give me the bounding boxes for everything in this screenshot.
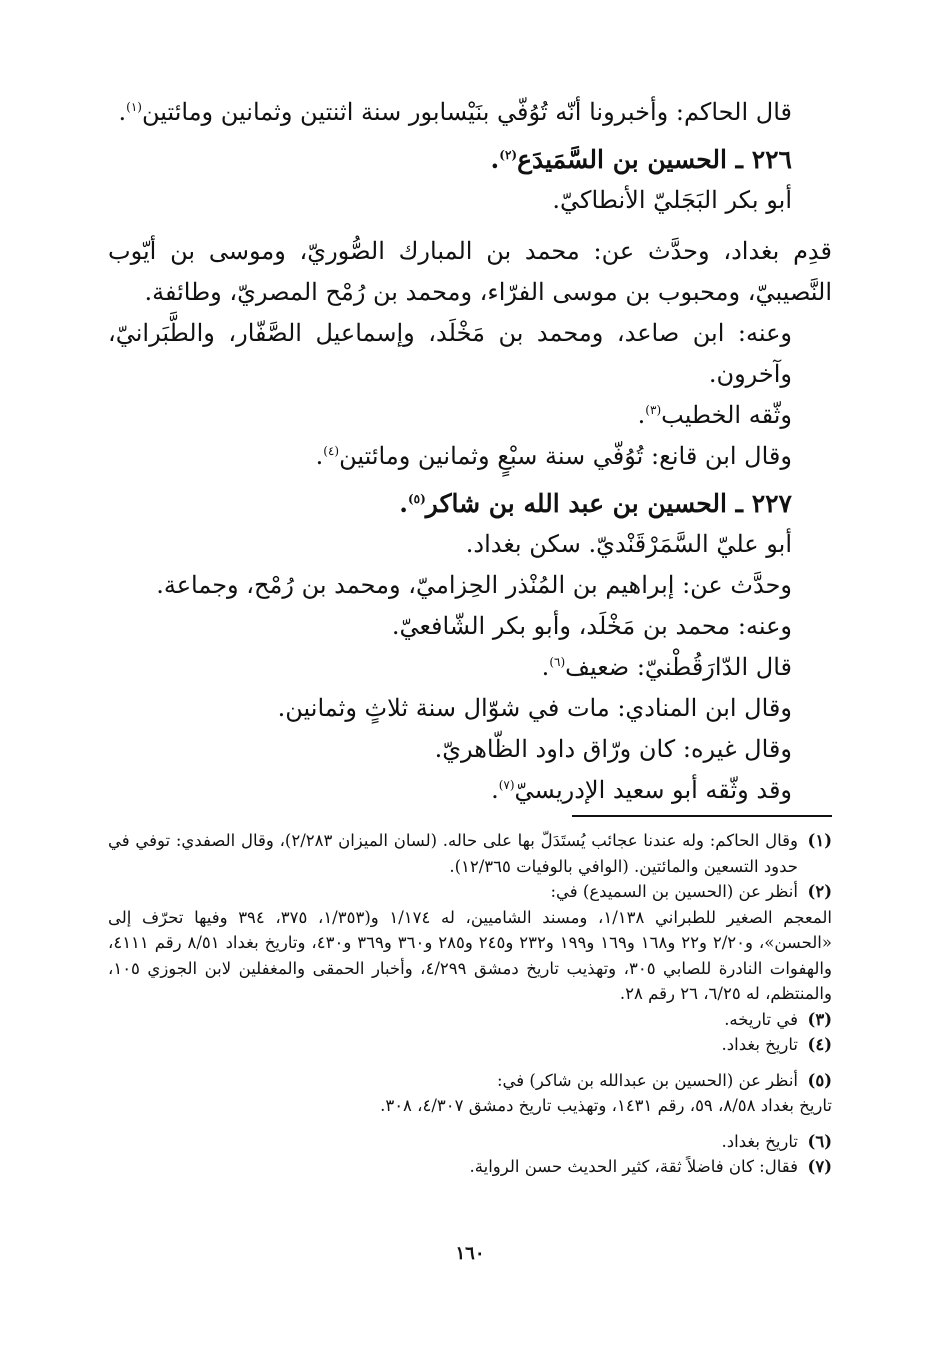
footnote-7 xyxy=(108,1154,832,1180)
footnote-text: أنظر عن (الحسين بن عبدالله بن شاكر) في: xyxy=(496,1070,798,1090)
footnote-text: في تاريخه. xyxy=(724,1009,798,1029)
footnote-text: تاريخ بغداد. xyxy=(721,1035,798,1054)
footnote-number: (٤) xyxy=(807,1035,832,1054)
death-text: وقال ابن قانع: تُوُفّي سنة سبْعٍ وثمانين ومائتين xyxy=(339,442,792,470)
footnote-text: وقال الحاكم: وله عندنا عجائب يُستَدَلّ بها على حاله. (لسان الميزان ٢/٢٨٣)، وقال الصفدي: توفي في حدود التسعين والمائتين. (الوافي بالوفيات ١٢/٣٦٥). xyxy=(108,831,798,876)
entry-226-title: ٢٢٦ ـ الحسين بن السَّمَيدَع$^{(٢)}$. xyxy=(490,145,792,174)
footnote-ref-1[interactable]: (١) xyxy=(126,100,142,114)
footnote-text: أنظر عن (الحسين بن السميدع) في: xyxy=(550,882,798,901)
entry-227-students: وعنه: محمد بن مَخْلَد، وأبو بكر الشّافعيّ. xyxy=(391,612,792,640)
footnote-ref-5[interactable]: (٥) xyxy=(407,492,426,506)
entry-227-other: وقال غيره: كان ورّاق داود الظّاهريّ. xyxy=(434,735,792,763)
entry-226-students: وعنه: ابن صاعد، ومحمد بن مَخْلَد، وإسماعيل الصَّفّار، والطَّبَرانيّ، وآخرون. xyxy=(108,319,792,388)
hakim-text: قال الحاكم: وأخبرونا أنّه تُوُفّي بنَيْسابور سنة اثنتين وثمانين ومائتين xyxy=(141,98,792,126)
footnote-number: (٣) xyxy=(807,1009,832,1029)
entry-227-teachers: وحدَّث عن: إبراهيم بن المُنْذر الحِزاميّ، ومحمد بن رُمْح، وجماعة. xyxy=(156,571,792,599)
footnote-number: (٦) xyxy=(807,1131,832,1151)
hakim-line xyxy=(108,92,832,133)
entry-226-tawthiq: وثّقه الخطيب$^{(٣)}$. xyxy=(637,401,792,429)
footnote-divider xyxy=(572,815,832,817)
footnote-6 xyxy=(108,1129,832,1155)
entry-227-heading: ٢٢٧ ـ الحسين بن عبد الله بن شاكر xyxy=(425,489,792,518)
entry-227-title: ٢٢٧ ـ الحسين بن عبد الله بن شاكر$^{(٥)}$. xyxy=(399,489,792,518)
entry-226-heading: ٢٢٦ ـ الحسين بن السَّمَيدَع xyxy=(517,145,792,174)
footnote-number: (٢) xyxy=(807,882,832,901)
entry-226-teachers: قدِم بغداد، وحدَّث عن: محمد بن المبارك الصُّوريّ، وموسى بن أيّوب النَّصيبيّ، ومحبوب بن موسى الفرّاء، ومحمد بن رُمْح المصريّ، وطائفة. xyxy=(108,237,832,306)
idrisi-text: وقد وثّقه أبو سعيد الإدريسيّ xyxy=(514,776,792,804)
footnote-4 xyxy=(108,1032,832,1058)
footnote-text: تاريخ بغداد. xyxy=(721,1131,798,1151)
entry-226-kunya: أبو بكر البَجَليّ الأنطاكيّ. xyxy=(552,186,792,214)
footnote-text: المعجم الصغير للطبراني ١/١٣٨، ومسند الشاميين، له ١/١٧٤ و(١/٣٥٣، ٣٧٥، ٣٩٤ وفيها تحرّف إلى «الحسن»، و٢/٢٠ و٢٢ و١٦٨ و١٦٩ و١٩٩ و٢٣٢ و٢٤٥ و٢٨٥ و٣٦٠ و٣٦٩ و٤٣٠، وتاريخ بغداد ٨/٥١ رقم ٤١١١، والهفوات النادرة للصابي ٣٠٥، وتهذيب تاريخ دمشق ٤/٢٩٩، وأخبار الحمقى والمغفلين لابن الجوزي ١٠٥، والمنتظم، له ٦/٢٥، ٢٦ رقم ٢٨. xyxy=(108,907,832,1003)
daraqutni-text: قال الدّارَقُطْنيّ: ضعيف xyxy=(565,653,792,681)
footnote-number: (١) xyxy=(807,831,832,850)
entry-227-munadi: وقال ابن المنادي: مات في شوّال سنة ثلاثٍ وثمانين. xyxy=(277,694,792,722)
tawthiq-text: وثّقه الخطيب xyxy=(661,401,792,429)
footnote-1 xyxy=(108,828,832,879)
footnote-2-sources xyxy=(108,905,832,1007)
footnote-text: فقال: كان فاضلاً ثقة، كثير الحديث حسن الرواية. xyxy=(469,1157,798,1176)
period: . xyxy=(118,98,127,126)
entry-227-idrisi: وقد وثّقه أبو سعيد الإدريسيّ$^{(٧)}$. xyxy=(491,776,792,804)
footnote-ref-7[interactable]: (٧) xyxy=(498,778,515,792)
footnote-ref-3[interactable]: (٣) xyxy=(645,403,662,417)
page-number: ١٦٠ xyxy=(455,1243,485,1264)
footnote-text: تاريخ بغداد ٨/٥٨، ٥٩، رقم ١٤٣١، وتهذيب تاريخ دمشق ٤/٣٠٧، ٣٠٨. xyxy=(380,1096,832,1115)
entry-227-kunya: أبو عليّ السَّمَرْقَنْديّ. سكن بغداد. xyxy=(465,530,792,558)
entry-226-death: وقال ابن قانع: تُوُفّي سنة سبْعٍ وثمانين ومائتين$^{(٤)}$. xyxy=(315,442,792,470)
footnote-ref-2[interactable]: (٢) xyxy=(499,148,518,162)
footnote-5 xyxy=(108,1068,832,1094)
footnote-number: (٥) xyxy=(807,1070,832,1090)
footnote-ref-4[interactable]: (٤) xyxy=(323,444,340,458)
footnotes xyxy=(108,828,832,1180)
footnote-ref-6[interactable]: (٦) xyxy=(549,655,566,669)
main-text xyxy=(108,92,832,811)
entry-227-daraqutni: قال الدّارَقُطْنيّ: ضعيف$^{(٦)}$. xyxy=(541,653,792,681)
footnote-3 xyxy=(108,1007,832,1033)
footnote-number: (٧) xyxy=(807,1157,832,1176)
footnote-2 xyxy=(108,879,832,905)
footnote-5-sources xyxy=(108,1093,832,1119)
